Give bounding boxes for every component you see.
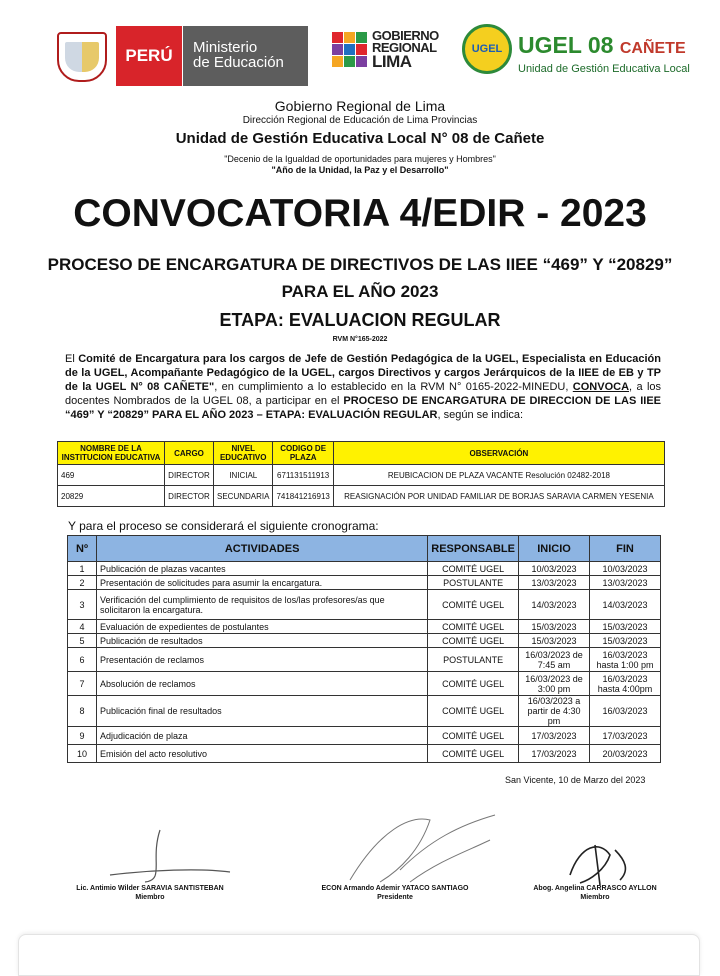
cell-responsable: COMITÉ UGEL	[428, 620, 519, 634]
table-row	[68, 590, 661, 620]
cell-codigo: 741841216913	[273, 486, 333, 507]
cronograma-intro: Y para el proceso se considerará el siguiente cronograma:	[68, 519, 379, 533]
gobierno-regional-logo-text	[372, 30, 439, 70]
cell-responsable: COMITÉ UGEL	[428, 562, 519, 576]
cell-codigo: 671131511913	[273, 465, 333, 486]
cell-actividad: Evaluación de expedientes de postulantes	[97, 620, 428, 634]
signer-2	[300, 884, 490, 902]
cell-fin: 10/03/2023	[590, 562, 661, 576]
col-cargo: CARGO	[165, 442, 214, 465]
cell-inicio: 13/03/2023	[519, 576, 590, 590]
cell-fin: 13/03/2023	[590, 576, 661, 590]
cell-fin: 16/03/2023 hasta 1:00 pm	[590, 648, 661, 672]
peru-coat-of-arms-icon	[57, 32, 107, 82]
cell-actividad: Publicación de plazas vacantes	[97, 562, 428, 576]
signature-1-icon	[90, 820, 240, 890]
document-date: San Vicente, 10 de Marzo del 2023	[505, 775, 646, 785]
col-codigo: CODIGO DE PLAZA	[273, 442, 333, 465]
col-actividades: ACTIVIDADES	[97, 536, 428, 562]
col-num: Nº	[68, 536, 97, 562]
rvm-reference: RVM N°165-2022	[332, 336, 388, 343]
cell-actividad: Presentación de solicitudes para asumir la encargatura.	[97, 576, 428, 590]
table-row	[68, 648, 661, 672]
gr-line1: GOBIERNO	[372, 28, 439, 43]
cell-responsable: COMITÉ UGEL	[428, 672, 519, 696]
signature-2-icon	[320, 810, 510, 890]
cell-num: 10	[68, 745, 97, 763]
cell-responsable: POSTULANTE	[428, 576, 519, 590]
signer-3-role: Miembro	[580, 894, 610, 901]
ugel-canete: CAÑETE	[619, 40, 686, 57]
gobierno-regional-icon	[332, 32, 368, 68]
minedu-logo	[183, 26, 308, 86]
cell-num: 5	[68, 634, 97, 648]
intro-paragraph: El Comité de Encargatura para los cargos de Jefe de Gestión Pedagógica de la UGEL, Especialista en Educación de la UGEL, Acompañante Pedagógico de la UGEL, cargos Directivos y cargos Jerárquicos de la IIEE de EB y TP de la UGEL N° 08 CAÑETE", en cumplimiento a lo establecido en la RVM N° 0165-2022-MINEDU, CONVOCA, a los docentes Nombrados de la UGEL 08, a participar en el PROCESO DE ENCARGATURA DE DIRECCION DE LAS IIEE “469” Y “20829” PARA EL AÑO 2023 – ETAPA: EVALUACIÓN REGULAR, según se indica:	[65, 353, 662, 421]
minedu-line2: de Educación	[193, 54, 284, 71]
ugel-title-text: UGEL 08	[518, 32, 614, 58]
cronograma-header-row	[68, 536, 661, 562]
cell-fin: 14/03/2023	[590, 590, 661, 620]
table-row	[58, 465, 665, 486]
cell-num: 2	[68, 576, 97, 590]
cell-responsable: COMITÉ UGEL	[428, 696, 519, 727]
minedu-line1: Ministerio	[193, 39, 258, 56]
ugel-subtitle: Unidad de Gestión Educativa Local	[518, 63, 690, 75]
table-row	[68, 576, 661, 590]
cell-nivel: SECUNDARIA	[214, 486, 273, 507]
cell-cargo: DIRECTOR	[165, 465, 214, 486]
table-row	[68, 696, 661, 727]
process-title-line2: PARA EL AÑO 2023	[281, 282, 439, 301]
plazas-header-row	[58, 442, 665, 465]
signer-1-name: Lic. Antimio Wilder SARAVIA SANTISTEBAN	[76, 885, 224, 892]
ugel-title	[518, 32, 686, 59]
cell-actividad: Verificación del cumplimiento de requisitos de los/las profesores/as que solicitaron la encargatura.	[97, 590, 428, 620]
col-nombre: NOMBRE DE LA INSTITUCION EDUCATIVA	[58, 442, 165, 465]
unidad-heading: Unidad de Gestión Educativa Local N° 08 de Cañete	[175, 130, 545, 147]
direccion-regional-heading: Dirección Regional de Educación de Lima Provincias	[242, 115, 478, 126]
cell-nivel: INICIAL	[214, 465, 273, 486]
page-title: CONVOCATORIA 4/EDIR - 2023	[73, 192, 647, 235]
cell-inicio: 16/03/2023 a partir de 4:30 pm	[519, 696, 590, 727]
col-fin: FIN	[590, 536, 661, 562]
cell-ie: 469	[58, 465, 165, 486]
cell-actividad: Publicación de resultados	[97, 634, 428, 648]
table-row	[68, 562, 661, 576]
cell-num: 6	[68, 648, 97, 672]
gr-line3: LIMA	[372, 52, 412, 71]
signer-1	[55, 884, 245, 902]
cell-inicio: 16/03/2023 de 3:00 pm	[519, 672, 590, 696]
cell-num: 4	[68, 620, 97, 634]
cell-observacion: REASIGNACIÓN POR UNIDAD FAMILIAR DE BORJAS SARAVIA CARMEN YESENIA	[333, 486, 664, 507]
gobierno-regional-heading: Gobierno Regional de Lima	[274, 98, 446, 114]
col-inicio: INICIO	[519, 536, 590, 562]
cell-responsable: COMITÉ UGEL	[428, 727, 519, 745]
gr-line2: REGIONAL	[372, 40, 437, 55]
cell-inicio: 15/03/2023	[519, 634, 590, 648]
cell-num: 3	[68, 590, 97, 620]
peru-logo: PERÚ	[116, 26, 182, 86]
signer-2-role: Presidente	[377, 894, 413, 901]
anio-slogan: "Año de la Unidad, la Paz y el Desarrollo"	[271, 165, 449, 175]
cell-fin: 20/03/2023	[590, 745, 661, 763]
cell-observacion: REUBICACION DE PLAZA VACANTE Resolución 02482-2018	[333, 465, 664, 486]
table-row	[68, 727, 661, 745]
cell-num: 9	[68, 727, 97, 745]
cell-ie: 20829	[58, 486, 165, 507]
cell-fin: 15/03/2023	[590, 620, 661, 634]
signature-3-icon	[560, 835, 640, 890]
cell-inicio: 15/03/2023	[519, 620, 590, 634]
cell-inicio: 16/03/2023 de 7:45 am	[519, 648, 590, 672]
cell-num: 7	[68, 672, 97, 696]
cell-responsable: COMITÉ UGEL	[428, 590, 519, 620]
cell-actividad: Emisión del acto resolutivo	[97, 745, 428, 763]
cronograma-table	[67, 535, 661, 763]
cell-actividad: Absolución de reclamos	[97, 672, 428, 696]
cell-num: 8	[68, 696, 97, 727]
decenio-slogan: "Decenio de la Igualdad de oportunidades para mujeres y Hombres"	[224, 154, 496, 164]
table-row	[68, 634, 661, 648]
table-row	[68, 672, 661, 696]
process-title-line1: PROCESO DE ENCARGATURA DE DIRECTIVOS DE LAS IIEE “469” Y “20829”	[47, 255, 673, 274]
stage-title: ETAPA: EVALUACION REGULAR	[219, 310, 501, 330]
cell-responsable: COMITÉ UGEL	[428, 745, 519, 763]
col-responsable: RESPONSABLE	[428, 536, 519, 562]
cell-responsable: COMITÉ UGEL	[428, 634, 519, 648]
table-row	[68, 620, 661, 634]
col-nivel: NIVEL EDUCATIVO	[214, 442, 273, 465]
signer-3-name: Abog. Angelina CARRASCO AYLLON	[533, 885, 657, 892]
cell-actividad: Presentación de reclamos	[97, 648, 428, 672]
cell-responsable: POSTULANTE	[428, 648, 519, 672]
cell-fin: 17/03/2023	[590, 727, 661, 745]
signer-1-role: Miembro	[135, 894, 165, 901]
cell-inicio: 17/03/2023	[519, 745, 590, 763]
cell-inicio: 17/03/2023	[519, 727, 590, 745]
signer-2-name: ECON Armando Ademir YATACO SANTIAGO	[321, 885, 469, 892]
cell-fin: 15/03/2023	[590, 634, 661, 648]
cell-fin: 16/03/2023 hasta 4:00pm	[590, 672, 661, 696]
table-row	[68, 745, 661, 763]
signer-3	[510, 884, 680, 902]
plazas-table	[57, 441, 665, 507]
cell-actividad: Publicación final de resultados	[97, 696, 428, 727]
table-row	[58, 486, 665, 507]
cell-num: 1	[68, 562, 97, 576]
cell-inicio: 10/03/2023	[519, 562, 590, 576]
col-observacion: OBSERVACIÓN	[333, 442, 664, 465]
cell-fin: 16/03/2023	[590, 696, 661, 727]
cell-cargo: DIRECTOR	[165, 486, 214, 507]
ugel-emblem-icon: UGEL	[462, 24, 512, 74]
next-page-edge	[18, 934, 700, 976]
cell-inicio: 14/03/2023	[519, 590, 590, 620]
cell-actividad: Adjudicación de plaza	[97, 727, 428, 745]
